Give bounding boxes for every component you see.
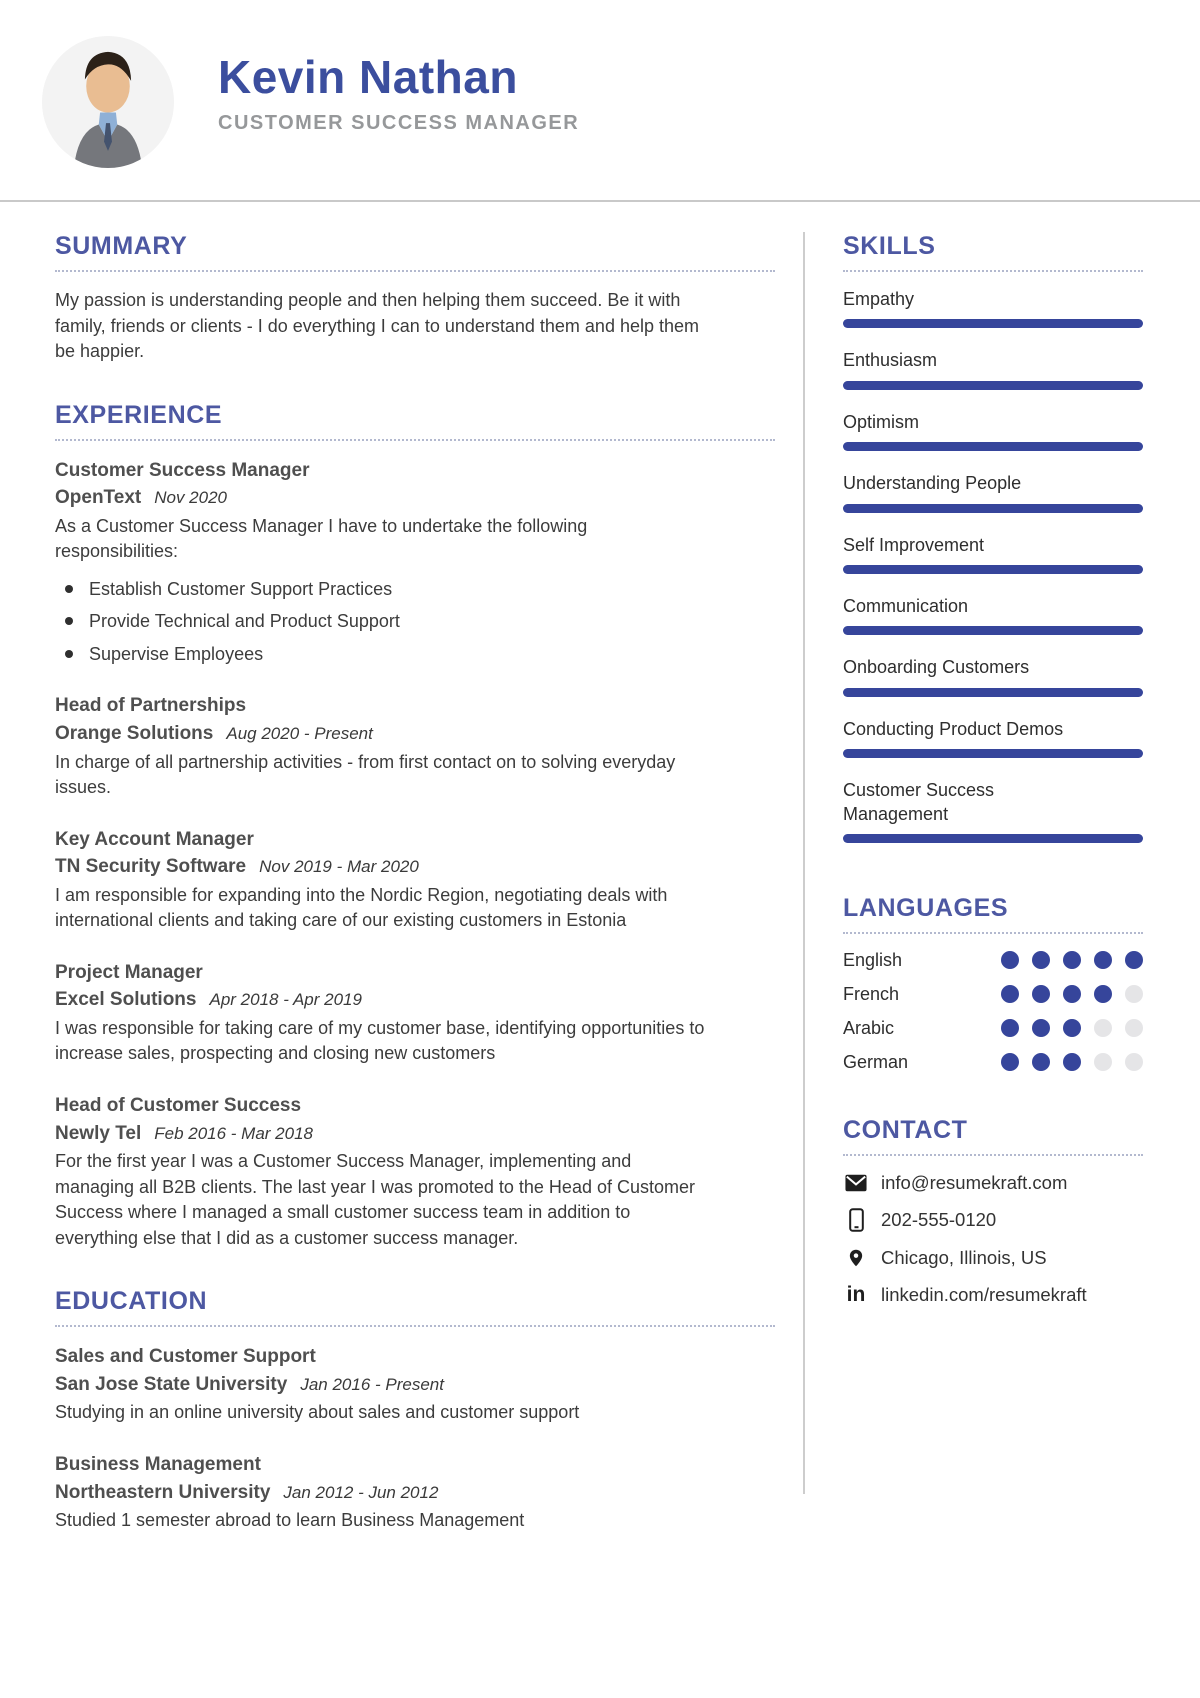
language-row xyxy=(843,1052,1143,1073)
skill-label: Conducting Product Demos xyxy=(843,718,1064,739)
person-name: Kevin Nathan xyxy=(218,51,518,103)
job-bullet: Supervise Employees xyxy=(55,642,775,668)
language-row xyxy=(843,950,1143,971)
skill-bar xyxy=(843,834,1143,843)
experience-list xyxy=(55,441,775,1252)
languages-heading: LANGUAGES xyxy=(843,894,1143,934)
skill-bar xyxy=(843,381,1143,390)
level-dot xyxy=(1001,1019,1019,1037)
languages-list xyxy=(843,934,1143,1073)
school-name: San Jose State University xyxy=(55,1373,288,1395)
profile-photo-illustration xyxy=(42,36,174,168)
level-dot xyxy=(1125,1053,1143,1071)
education-section xyxy=(55,1287,775,1533)
body-columns xyxy=(0,202,1200,1570)
job-company: Excel Solutions xyxy=(55,989,197,1011)
level-dot xyxy=(1094,985,1112,1003)
person-job-title: CUSTOMER SUCCESS MANAGER xyxy=(218,111,580,134)
contact-row-linkedin xyxy=(843,1284,1143,1306)
level-dot xyxy=(1032,1053,1050,1071)
language-level-dots xyxy=(1001,1053,1143,1071)
skill-item xyxy=(843,472,1143,512)
skill-item xyxy=(843,779,1143,843)
experience-entry xyxy=(55,826,775,934)
linkedin-icon: in xyxy=(846,1283,866,1307)
skill-label: Customer Success Management xyxy=(843,780,995,824)
job-company-line xyxy=(55,484,775,512)
language-name: Arabic xyxy=(843,1017,895,1038)
summary-text: My passion is understanding people and then helping them succeed. Be it with family, friends or clients - I do everything I can to understand them and help them be happier. xyxy=(55,290,700,362)
skill-item xyxy=(843,349,1143,389)
job-description: For the first year I was a Customer Success Manager, implementing and managing all B2B clients. The last year I was promoted to the Head of Customer Success where I managed a small customer success team in addition to everything else that I did as a customer success manager. xyxy=(55,1151,695,1248)
skill-label: Empathy xyxy=(843,289,915,309)
phone-value[interactable]: 202-555-0120 xyxy=(881,1208,997,1230)
skill-item xyxy=(843,718,1143,758)
email-value[interactable]: info@resumekraft.com xyxy=(881,1171,1068,1193)
contact-row-phone xyxy=(843,1208,1143,1232)
contact-list xyxy=(843,1156,1143,1306)
experience-section xyxy=(55,401,775,1252)
header-text xyxy=(218,52,579,135)
education-entry xyxy=(55,1451,775,1534)
skill-label: Optimism xyxy=(843,411,919,432)
language-level-dots xyxy=(1001,985,1143,1003)
language-name: French xyxy=(843,983,900,1004)
skill-item xyxy=(843,534,1143,574)
job-title: Project Manager xyxy=(55,961,203,983)
skill-bar-track xyxy=(843,319,1143,328)
summary-section xyxy=(55,232,775,365)
level-dot xyxy=(1063,1053,1081,1071)
skill-bar-track xyxy=(843,504,1143,513)
level-dot xyxy=(1001,951,1019,969)
job-title: Head of Customer Success xyxy=(55,1095,302,1117)
level-dot xyxy=(1001,985,1019,1003)
experience-entry xyxy=(55,959,775,1067)
skill-bar-track xyxy=(843,749,1143,758)
contact-row-location xyxy=(843,1246,1143,1270)
skill-label: Understanding People xyxy=(843,473,1022,494)
experience-entry xyxy=(55,457,775,668)
skill-label: Communication xyxy=(843,595,969,616)
summary-heading: SUMMARY xyxy=(55,232,775,272)
skill-bar-track xyxy=(843,834,1143,843)
skill-bar xyxy=(843,504,1143,513)
job-bullet: Provide Technical and Product Support xyxy=(55,609,775,635)
right-column xyxy=(843,232,1143,1320)
location-icon xyxy=(843,1246,869,1270)
email-icon xyxy=(843,1174,869,1192)
header xyxy=(0,0,1200,202)
job-company: Orange Solutions xyxy=(55,723,214,745)
school-line xyxy=(55,1479,775,1507)
skill-bar-track xyxy=(843,626,1143,635)
job-description: I was responsible for taking care of my customer base, identifying opportunities to increase sales, prospecting and closing new customers xyxy=(55,1017,705,1064)
skill-bar xyxy=(843,626,1143,635)
experience-entry xyxy=(55,692,775,800)
job-title: Customer Success Manager xyxy=(55,459,310,481)
skill-bar xyxy=(843,319,1143,328)
job-title: Head of Partnerships xyxy=(55,695,247,717)
location-value[interactable]: Chicago, Illinois, US xyxy=(881,1246,1047,1268)
job-dates: Feb 2016 - Mar 2018 xyxy=(154,1123,313,1143)
skill-bar xyxy=(843,688,1143,697)
job-dates: Apr 2018 - Apr 2019 xyxy=(209,990,362,1010)
skill-bar xyxy=(843,565,1143,574)
level-dot xyxy=(1125,1019,1143,1037)
education-heading: EDUCATION xyxy=(55,1287,775,1327)
level-dot xyxy=(1063,985,1081,1003)
skill-item xyxy=(843,595,1143,635)
education-list xyxy=(55,1327,775,1533)
job-description: I am responsible for expanding into the Nordic Region, negotiating deals with international clients and taking care of our existing customers in Estonia xyxy=(55,884,668,931)
job-company: OpenText xyxy=(55,487,142,509)
language-name: English xyxy=(843,949,903,970)
language-name: German xyxy=(843,1051,909,1072)
level-dot xyxy=(1063,951,1081,969)
skill-item xyxy=(843,656,1143,696)
level-dot xyxy=(1032,1019,1050,1037)
job-dates: Aug 2020 - Present xyxy=(226,724,373,744)
level-dot xyxy=(1125,985,1143,1003)
skill-item xyxy=(843,288,1143,328)
skill-label: Enthusiasm xyxy=(843,350,938,371)
language-level-dots xyxy=(1001,951,1143,969)
language-row xyxy=(843,984,1143,1005)
education-entry xyxy=(55,1343,775,1426)
contact-row-email xyxy=(843,1172,1143,1194)
skill-label: Self Improvement xyxy=(843,534,985,555)
level-dot xyxy=(1125,951,1143,969)
degree-title: Business Management xyxy=(55,1453,261,1475)
skill-bar xyxy=(843,749,1143,758)
job-company-line xyxy=(55,1120,775,1148)
experience-entry xyxy=(55,1092,775,1251)
skills-list xyxy=(843,272,1143,843)
skill-bar xyxy=(843,442,1143,451)
school-name: Northeastern University xyxy=(55,1481,271,1503)
education-dates: Jan 2012 - Jun 2012 xyxy=(283,1482,439,1502)
left-column xyxy=(55,232,775,1570)
job-company-line xyxy=(55,720,775,748)
job-bullet: Establish Customer Support Practices xyxy=(55,577,775,603)
phone-icon xyxy=(843,1208,869,1232)
skill-bar-track xyxy=(843,688,1143,697)
contact-heading: CONTACT xyxy=(843,1116,1143,1156)
job-company-line xyxy=(55,986,775,1014)
skills-section xyxy=(843,232,1143,843)
skill-label: Onboarding Customers xyxy=(843,657,1030,678)
level-dot xyxy=(1094,1019,1112,1037)
level-dot xyxy=(1094,951,1112,969)
profile-photo xyxy=(42,36,174,168)
job-bullet-list xyxy=(55,577,775,668)
skill-bar-track xyxy=(843,381,1143,390)
linkedin-value[interactable]: linkedin.com/resumekraft xyxy=(881,1283,1087,1305)
contact-section xyxy=(843,1116,1143,1306)
job-description: In charge of all partnership activities - from first contact on to solving everyday issues. xyxy=(55,751,676,798)
level-dot xyxy=(1094,1053,1112,1071)
education-description: Studied 1 semester abroad to learn Business Management xyxy=(55,1510,525,1531)
job-company: Newly Tel xyxy=(55,1122,142,1144)
skills-heading: SKILLS xyxy=(843,232,1143,272)
language-row xyxy=(843,1018,1143,1039)
skill-bar-track xyxy=(843,442,1143,451)
education-description: Studying in an online university about sales and customer support xyxy=(55,1402,580,1423)
education-dates: Jan 2016 - Present xyxy=(300,1374,444,1394)
level-dot xyxy=(1032,985,1050,1003)
column-divider xyxy=(803,232,805,1494)
job-dates: Nov 2020 xyxy=(154,488,227,508)
level-dot xyxy=(1001,1053,1019,1071)
skill-item xyxy=(843,411,1143,451)
skill-bar-track xyxy=(843,565,1143,574)
job-company: TN Security Software xyxy=(55,856,247,878)
languages-section xyxy=(843,894,1143,1073)
level-dot xyxy=(1063,1019,1081,1037)
school-line xyxy=(55,1371,775,1399)
degree-title: Sales and Customer Support xyxy=(55,1346,316,1368)
job-dates: Nov 2019 - Mar 2020 xyxy=(259,857,419,877)
job-company-line xyxy=(55,853,775,881)
level-dot xyxy=(1032,951,1050,969)
experience-heading: EXPERIENCE xyxy=(55,401,775,441)
job-description: As a Customer Success Manager I have to undertake the following responsibilities: xyxy=(55,515,588,562)
job-title: Key Account Manager xyxy=(55,828,254,850)
language-level-dots xyxy=(1001,1019,1143,1037)
